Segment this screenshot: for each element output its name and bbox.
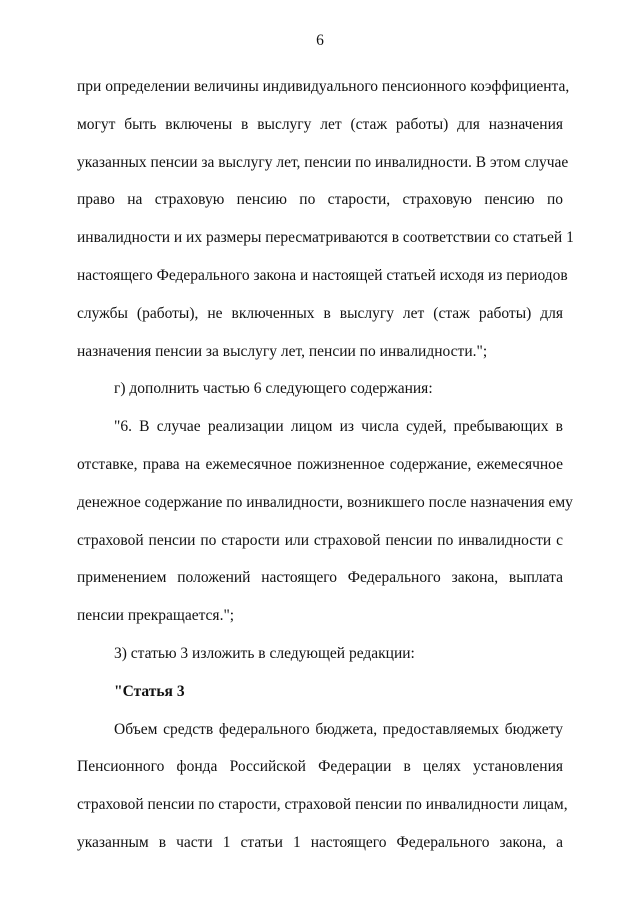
text-line: право на страховую пенсию по старости, страховую пенсию по [77,191,563,209]
text-line: могут быть включены в выслугу лет (стаж работы) для назначения [77,115,563,133]
text-line: отставке, права на ежемесячное пожизненное содержание, ежемесячное [77,455,563,473]
text-line: страховой пенсии по старости или страховой пенсии по инвалидности с [77,531,563,549]
text-line: назначения пенсии за выслугу лет, пенсии по инвалидности."; [77,342,488,360]
document-body [77,68,574,862]
text-line: указанных пенсии за выслугу лет, пенсии по инвалидности. В этом случае [77,153,569,171]
text-line: службы (работы), не включенных в выслугу лет (стаж работы) для [77,304,563,322]
text-line: применением положений настоящего Федерального закона, выплата [77,569,563,587]
text-line: настоящего Федерального закона и настоящей статьей исходя из периодов [77,266,568,284]
paragraph-line: Объем средств федерального бюджета, предоставляемых бюджету [114,720,563,738]
paragraph-line: 3) статью 3 изложить в следующей редакции: [114,644,415,662]
text-line: указанным в части 1 статьи 1 настоящего Федерального закона, а [77,833,563,851]
article-heading: "Статья 3 [114,682,185,700]
text-line: при определении величины индивидуального пенсионного коэффициента, [77,78,570,95]
text-line: денежное содержание по инвалидности, возникшего после назначения ему [77,493,573,511]
text-line: инвалидности и их размеры пересматриваются в соответствии со статьей 1 [77,229,574,247]
page-number: 6 [316,32,324,49]
paragraph-line: "6. В случае реализации лицом из числа судей, пребывающих в [114,418,563,436]
text-line: Пенсионного фонда Российской Федерации в целях установления [77,758,563,776]
text-line: пенсии прекращается."; [77,607,235,625]
text-line: страховой пенсии по старости, страховой пенсии по инвалидности лицам, [77,796,568,814]
paragraph-line: г) дополнить частью 6 следующего содержания: [114,380,433,398]
